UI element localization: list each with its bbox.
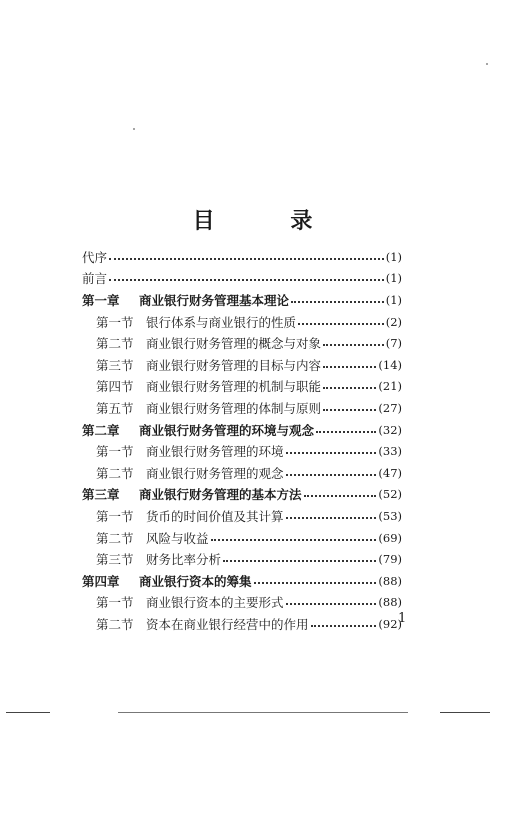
- toc-entry-title: 资本在商业银行经营中的作用: [146, 616, 309, 632]
- toc-leader-dots: [323, 366, 376, 368]
- toc-leader-dots: [286, 603, 377, 605]
- toc-entry-title: 前言: [82, 271, 108, 287]
- toc-entry-page: (14): [378, 357, 402, 372]
- toc-entry-page: (1): [385, 249, 402, 264]
- toc-section-entry: [82, 613, 402, 635]
- toc-entry-title: 商业银行资本的主要形式: [146, 595, 284, 611]
- toc-leader-dots: [316, 431, 376, 433]
- toc-entry-page: (1): [385, 271, 402, 286]
- toc-chapter-entry: [82, 484, 402, 506]
- scan-edge-line: [440, 712, 490, 713]
- toc-leader-dots: [211, 539, 377, 541]
- toc-entry-number: 第二章: [82, 422, 120, 438]
- toc-entry-heading: [96, 529, 209, 547]
- toc-entry-heading: [96, 464, 284, 482]
- toc-entry-title: 商业银行财务管理的概念与对象: [146, 336, 322, 352]
- toc-entry-heading: [82, 485, 302, 503]
- toc-entry-number: 第三节: [96, 357, 134, 373]
- toc-section-entry: [82, 527, 402, 549]
- toc-leader-dots: [286, 474, 377, 476]
- toc-entry-title: 商业银行财务管理的环境: [146, 444, 284, 460]
- toc-entry-heading: [82, 572, 252, 590]
- toc-entry-page: (32): [378, 422, 402, 437]
- toc-entry-title: 商业银行财务管理的体制与原则: [146, 400, 322, 416]
- toc-entry-page: (88): [378, 595, 402, 610]
- toc-entry-heading: [82, 291, 289, 309]
- page-title: 目 录: [192, 208, 347, 234]
- toc-entry-number: 第一节: [96, 444, 134, 460]
- toc-leader-dots: [311, 625, 377, 627]
- toc-entry-title: 商业银行财务管理的基本方法: [139, 487, 302, 503]
- toc-entry-number: 第二节: [96, 616, 134, 632]
- toc-entry-title: 商业银行财务管理的观念: [146, 465, 284, 481]
- toc-entry-heading: [82, 269, 107, 287]
- toc-section-entry: [82, 505, 402, 527]
- toc-leader-dots: [109, 258, 384, 260]
- toc-entry-page: (79): [378, 552, 402, 567]
- toc-section-entry: [82, 592, 402, 614]
- table-of-contents: [82, 246, 402, 635]
- toc-entry-number: 第二节: [96, 530, 134, 546]
- toc-entry-title: 代序: [82, 249, 108, 265]
- toc-entry-page: (92): [378, 616, 402, 631]
- toc-entry-title: 银行体系与商业银行的性质: [146, 314, 297, 330]
- toc-entry-page: (1): [385, 292, 402, 307]
- toc-entry-heading: [96, 593, 284, 611]
- toc-section-entry: [82, 311, 402, 333]
- toc-leader-dots: [223, 560, 376, 562]
- toc-section-entry: [82, 354, 402, 376]
- toc-section-entry: [82, 332, 402, 354]
- toc-section-entry: [82, 376, 402, 398]
- toc-entry-title: 风险与收益: [146, 530, 209, 546]
- toc-entry: [82, 268, 402, 290]
- toc-leader-dots: [286, 452, 377, 454]
- toc-entry-page: (7): [385, 336, 402, 351]
- toc-entry-number: 第三节: [96, 552, 134, 568]
- toc-entry-title: 商业银行资本的筹集: [139, 573, 252, 589]
- scan-speck: [486, 63, 488, 65]
- toc-entry-page: (33): [378, 444, 402, 459]
- toc-entry-number: 第二节: [96, 465, 134, 481]
- toc-entry-page: (2): [385, 314, 402, 329]
- toc-entry-page: (21): [378, 379, 402, 394]
- toc-entry-heading: [96, 615, 309, 633]
- toc-section-entry: [82, 548, 402, 570]
- toc-entry-number: 第五节: [96, 400, 134, 416]
- toc-leader-dots: [323, 387, 376, 389]
- toc-section-entry: [82, 462, 402, 484]
- toc-entry-title: 商业银行财务管理的目标与内容: [146, 357, 322, 373]
- toc-chapter-entry: [82, 289, 402, 311]
- toc-entry-heading: [96, 507, 284, 525]
- toc-entry-page: (52): [378, 487, 402, 502]
- toc-entry-heading: [96, 313, 296, 331]
- toc-entry-number: 第四章: [82, 573, 120, 589]
- toc-chapter-entry: [82, 570, 402, 592]
- toc-entry-heading: [96, 399, 321, 417]
- toc-leader-dots: [304, 495, 377, 497]
- toc-entry-page: (88): [378, 573, 402, 588]
- toc-entry-number: 第一节: [96, 508, 134, 524]
- toc-leader-dots: [291, 301, 384, 303]
- toc-entry-heading: [82, 421, 314, 439]
- toc-entry: [82, 246, 402, 268]
- toc-leader-dots: [254, 582, 377, 584]
- toc-entry-number: 第三章: [82, 487, 120, 503]
- toc-entry-heading: [96, 377, 321, 395]
- toc-entry-title: 商业银行财务管理的环境与观念: [139, 422, 315, 438]
- toc-entry-page: (47): [378, 465, 402, 480]
- toc-entry-heading: [82, 248, 107, 266]
- toc-leader-dots: [323, 409, 376, 411]
- toc-entry-number: 第一节: [96, 314, 134, 330]
- toc-leader-dots: [323, 344, 384, 346]
- toc-entry-heading: [96, 356, 321, 374]
- toc-entry-title: 商业银行财务管理的机制与职能: [146, 379, 322, 395]
- toc-entry-number: 第四节: [96, 379, 134, 395]
- scan-edge-line: [118, 712, 408, 713]
- toc-entry-title: 商业银行财务管理基本理论: [139, 292, 290, 308]
- scan-edge-line: [6, 712, 50, 713]
- toc-entry-heading: [96, 334, 321, 352]
- toc-entry-title: 财务比率分析: [146, 552, 222, 568]
- toc-entry-title: 货币的时间价值及其计算: [146, 508, 284, 524]
- toc-entry-number: 第一节: [96, 595, 134, 611]
- toc-section-entry: [82, 440, 402, 462]
- toc-leader-dots: [109, 279, 384, 281]
- toc-entry-number: 第二节: [96, 336, 134, 352]
- page-number: 1: [398, 611, 407, 626]
- toc-entry-number: 第一章: [82, 292, 120, 308]
- scan-speck: [133, 128, 135, 130]
- toc-section-entry: [82, 397, 402, 419]
- toc-entry-page: (53): [378, 508, 402, 523]
- toc-entry-page: (69): [378, 530, 402, 545]
- toc-entry-page: (27): [378, 400, 402, 415]
- toc-leader-dots: [286, 517, 377, 519]
- toc-chapter-entry: [82, 419, 402, 441]
- toc-entry-heading: [96, 442, 284, 460]
- toc-leader-dots: [298, 323, 384, 325]
- toc-entry-heading: [96, 550, 221, 568]
